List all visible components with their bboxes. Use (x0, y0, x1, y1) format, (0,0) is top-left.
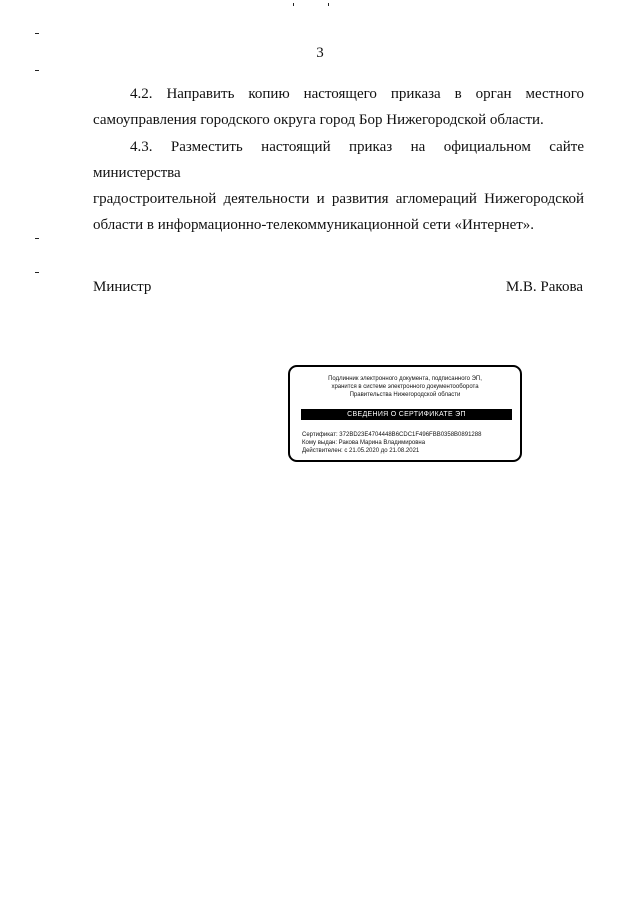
paragraph-4-2-continuation: самоуправления городского округа город Бор Нижегородской области. (93, 112, 544, 128)
paragraph-4-2-first-line: 4.2. Направить копию настоящего приказа в орган местного (130, 86, 584, 102)
signatory-name: М.В. Ракова (505, 279, 583, 295)
scan-mark (293, 3, 294, 6)
stamp-header-line: Правительства Нижегородской области (349, 392, 461, 398)
stamp-validity: Действителен: с 21.05.2020 до 21.08.2021 (302, 448, 420, 454)
stamp-header-line: Подлинник электронного документа, подписанного ЭП, (328, 376, 482, 382)
stamp-certificate-number: Сертификат: 372BD23E4704448B6CDC1F496FBB0358B0891288 (302, 432, 482, 438)
electronic-signature-stamp (288, 365, 522, 462)
scan-mark (35, 272, 39, 273)
stamp-header (290, 375, 520, 399)
paragraph-4-2 (93, 81, 584, 133)
paragraph-4-3-continuation: градостроительной деятельности и развития агломераций Нижегородской области в информационно-телекоммуникационной сети «Интернет». (93, 191, 584, 233)
scan-mark (328, 3, 329, 6)
stamp-certificate-info (302, 431, 481, 455)
scan-mark (35, 238, 39, 239)
scan-mark (35, 70, 39, 71)
page-number: 3 (316, 45, 324, 61)
stamp-certificate-bar: СВЕДЕНИЯ О СЕРТИФИКАТЕ ЭП (301, 409, 512, 420)
stamp-issued-to: Кому выдан: Ракова Марина Владимировна (302, 440, 426, 446)
signatory-role: Министр (93, 279, 152, 295)
stamp-header-line: хранится в системе электронного документооборота (331, 384, 479, 390)
paragraph-4-3-first-line: 4.3. Разместить настоящий приказ на официальном сайте министерства (93, 139, 584, 181)
paragraph-4-3 (93, 134, 584, 238)
scan-mark (35, 33, 39, 34)
